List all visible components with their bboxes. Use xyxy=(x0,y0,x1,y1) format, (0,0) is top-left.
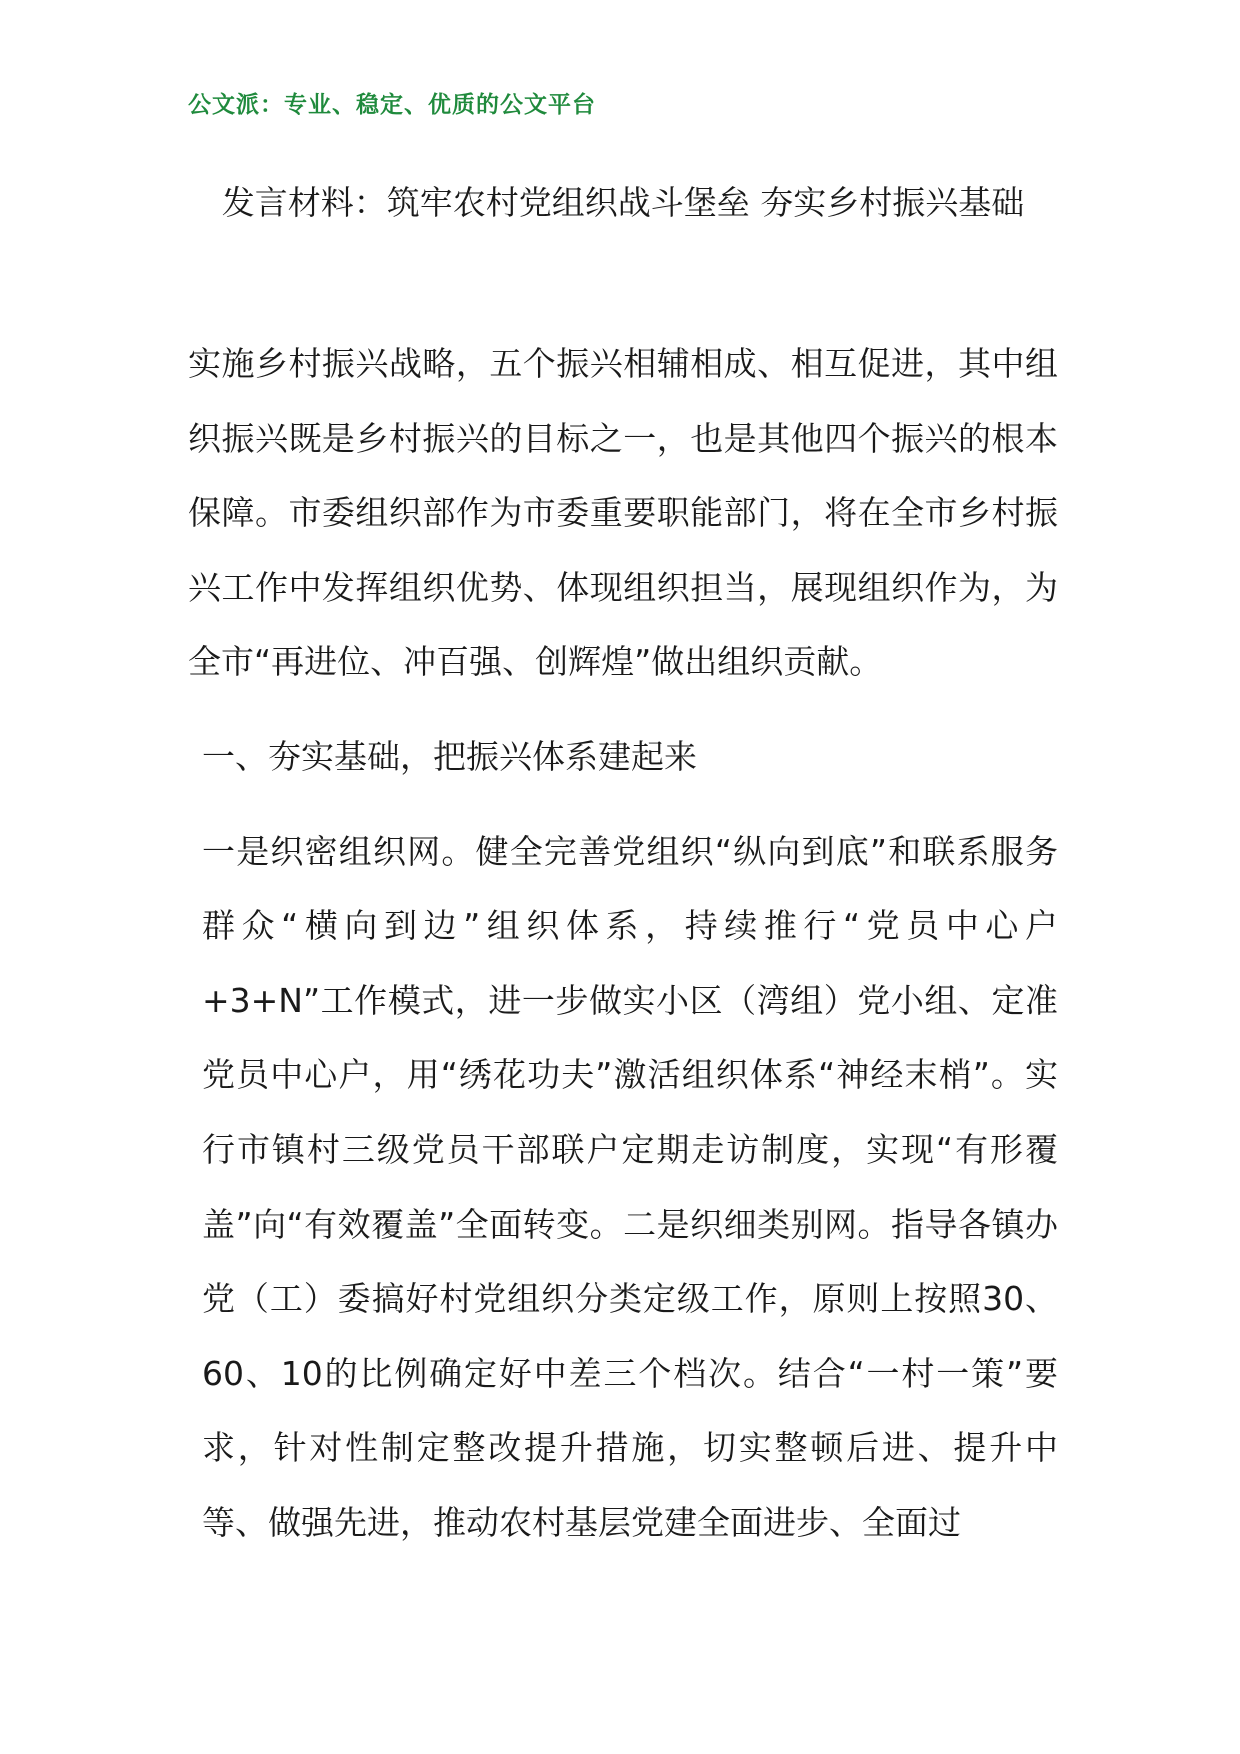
section-heading: 一、夯实基础，把振兴体系建起来 xyxy=(202,736,697,776)
document-body xyxy=(188,327,1058,1561)
section-paragraph: 一是织密组织网。健全完善党组织“纵向到底”和联系服务群众“横向到边”组织体系，持续推行“党员中心户+3+N”工作模式，进一步做实小区（湾组）党小组、定准党员中心户，用“绣花功夫”激活组织体系“神经末梢”。实行市镇村三级党员干部联户定期走访制度，实现“有形覆盖”向“有效覆盖”全面转变。二是织细类别网。指导各镇办党（工）委搞好村党组织分类定级工作，原则上按照30、60、10的比例确定好中差三个档次。结合“一村一策”要求，针对性制定整改提升措施，切实整顿后进、提升中等、做强先进，推动农村基层党建全面进步、全面过 xyxy=(202,831,1058,1542)
header-brand-text: 公文派：专业、稳定、优质的公文平台 xyxy=(188,91,596,118)
document-title: 发言材料：筑牢农村党组织战斗堡垒 夯实乡村振兴基础 xyxy=(221,183,1025,222)
intro-paragraph: 实施乡村振兴战略，五个振兴相辅相成、相互促进，其中组织振兴既是乡村振兴的目标之一，也是其他四个振兴的根本保障。市委组织部作为市委重要职能部门，将在全市乡村振兴工作中发挥组织优势、体现组织担当，展现组织作为，为全市“再进位、冲百强、创辉煌”做出组织贡献。 xyxy=(188,344,1058,682)
